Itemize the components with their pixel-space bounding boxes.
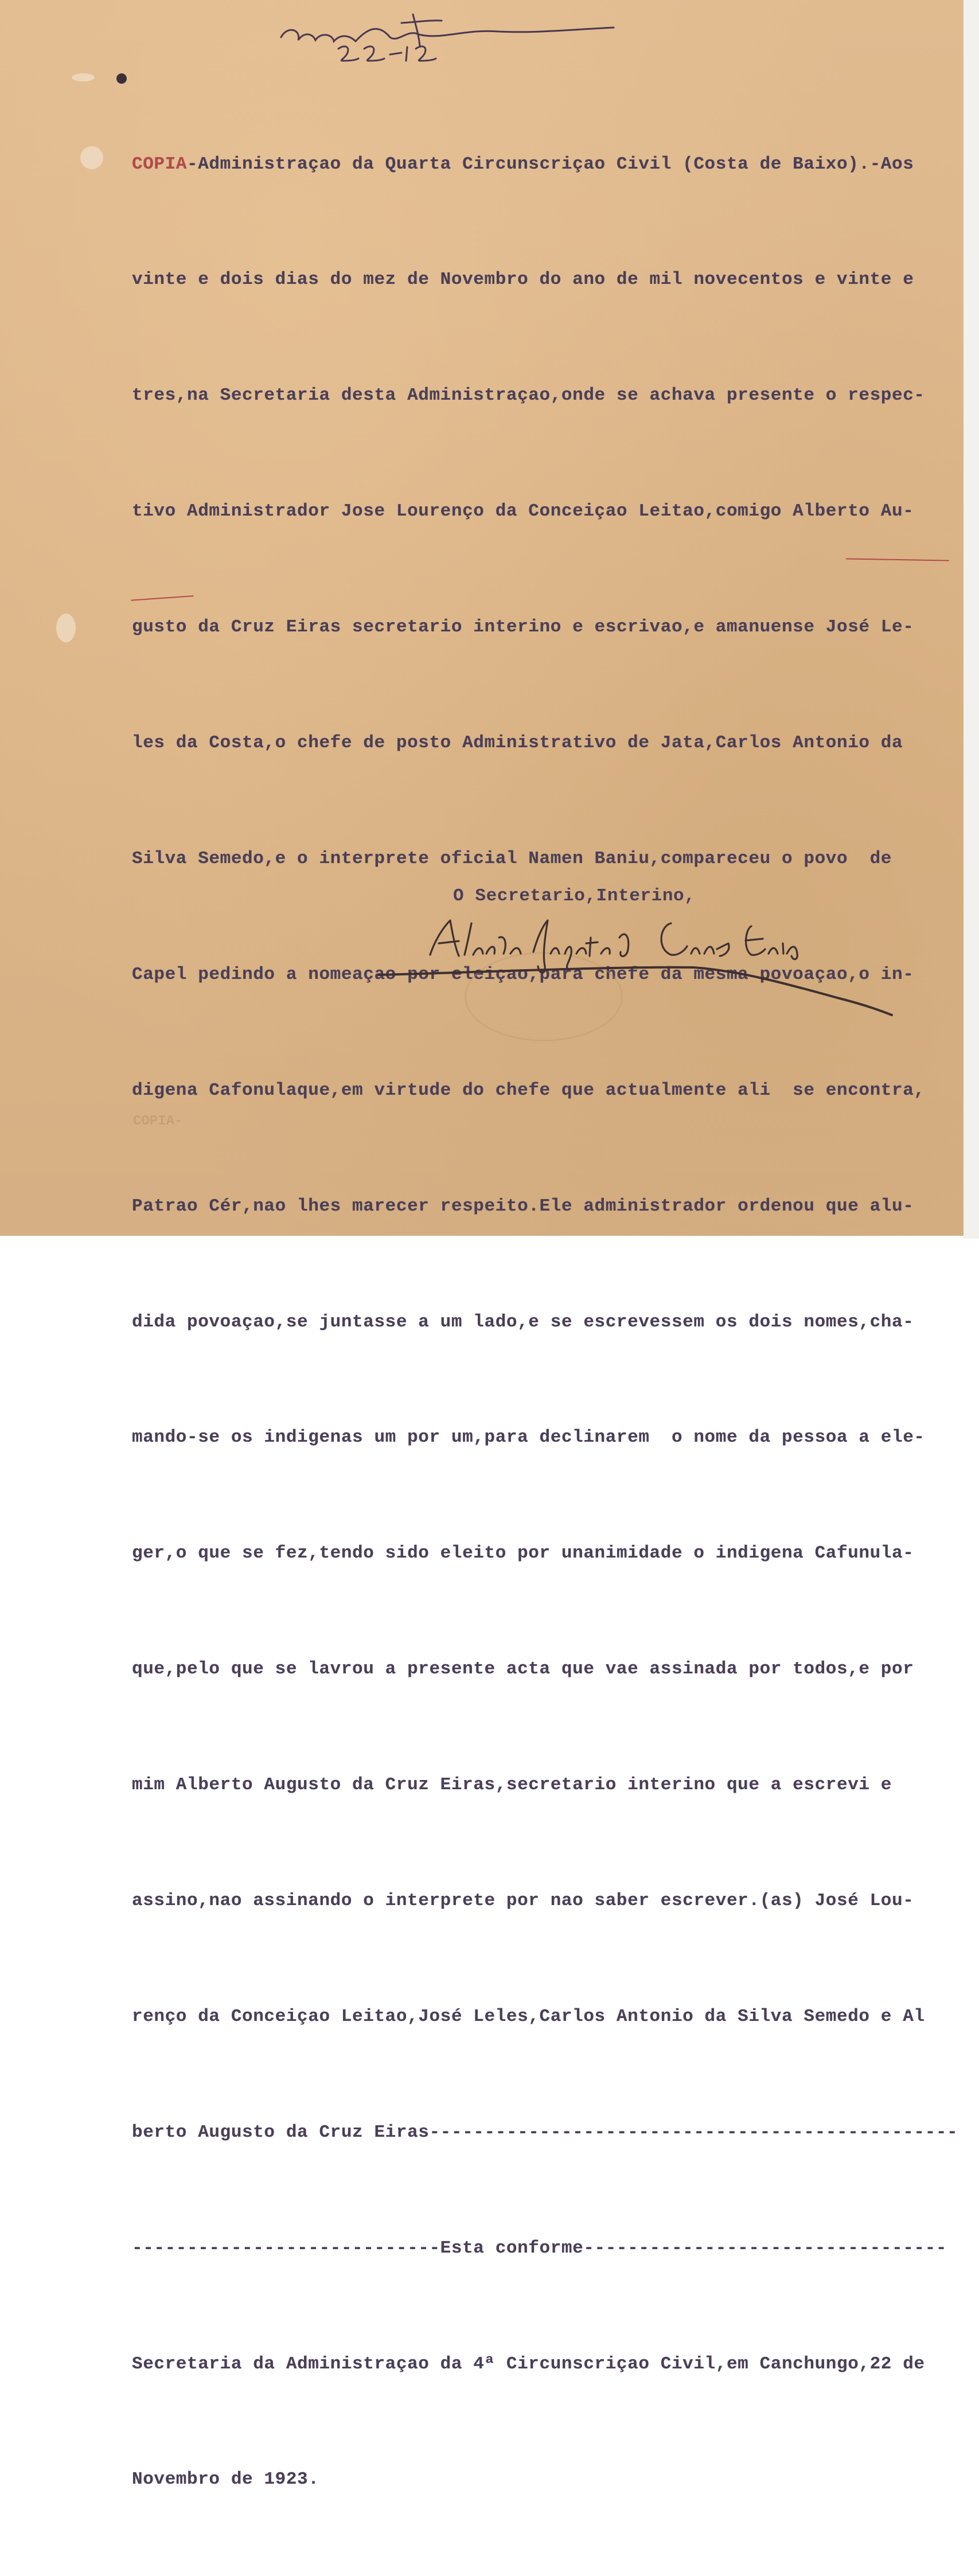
first-line-text: -Administraçao da Quarta Circunscriçao Civil (Costa de Baixo).-Aos (187, 154, 914, 174)
document-line: vinte e dois dias do mez de Novembro do ano de mil novecentos e vinte e (132, 270, 914, 290)
header-note-text: 22-12-1923 (459, 64, 466, 66)
document-line: ----------------------------Esta conforme--------------------------------- (132, 2238, 947, 2258)
document-line: Silva Semedo,e o interprete oficial Namen Baniu,compareceu o povo de (132, 848, 892, 869)
document-line: tivo Administrador Jose Lourenço da Conceiçao Leitao,comigo Alberto Au- (132, 501, 914, 522)
faded-text: COPIA- (133, 1114, 183, 1129)
paper-mark (72, 73, 95, 81)
scan-margin (964, 0, 979, 1239)
document-line: Patrao Cér,nao lhes marecer respeito.Ele administrador ordenou que alu- (132, 1196, 914, 1216)
document-line: gusto da Cruz Eiras secretario interino e escrivao,e amanuense José Le- (132, 617, 914, 638)
handwritten-header-note (270, 6, 625, 69)
document-line: tres,na Secretaria desta Administraçao,onde se achava presente o respec- (132, 385, 925, 406)
document-line: Secretaria da Administraçao da 4ª Circunscriçao Civil,em Canchungo,22 de (132, 2353, 925, 2374)
document-line: les da Costa,o chefe de posto Administrativo de Jata,Carlos Antonio da (132, 733, 903, 754)
document-line: digena Cafonulaque,em virtude do chefe que actualmente ali se encontra, (132, 1080, 925, 1100)
document-line-1 (132, 145, 964, 184)
document-line: mim Alberto Augusto da Cruz Eiras,secretario interino que a escrevi e (132, 1775, 892, 1796)
document-line: que,pelo que se lavrou a presente acta que vae assinada por todos,e por (132, 1659, 914, 1680)
document-line: berto Augusto da Cruz Eiras------------------------------------------------ (132, 2122, 958, 2142)
signature-text: Alberto Augusto da Cruz Eiras (545, 1057, 565, 1059)
signoff-title: O Secretario,Interino, (453, 886, 696, 906)
document-line: Capel pedindo a nomeaçao por eleiçao,para chefe da mesma povoaçao,o in- (132, 964, 914, 985)
ink-bullet-mark (116, 73, 127, 84)
document-line: ger,o que se fez,tendo sido eleito por unanimidade o indigena Cafunula- (132, 1543, 914, 1564)
document-line: mando-se os indigenas um por um,para declinarem o nome da pessoa a ele- (132, 1427, 925, 1448)
paper-mark (80, 146, 103, 169)
document-line: assino,nao assinando o interprete por nao saber escrever.(as) José Lou- (132, 1890, 914, 1911)
paper-mark (56, 614, 76, 642)
document-line: dida povoaçao,se juntasse a um lado,e se escrevessem os dois nomes,cha- (132, 1312, 914, 1332)
copia-label: COPIA (132, 154, 188, 174)
document-body (132, 68, 964, 2576)
document-line: renço da Conceiçao Leitao,José Leles,Carlos Antonio da Silva Semedo e Al (132, 2006, 925, 2027)
document-line: Novembro de 1923. (132, 2469, 319, 2490)
handwritten-signature (373, 903, 900, 1064)
